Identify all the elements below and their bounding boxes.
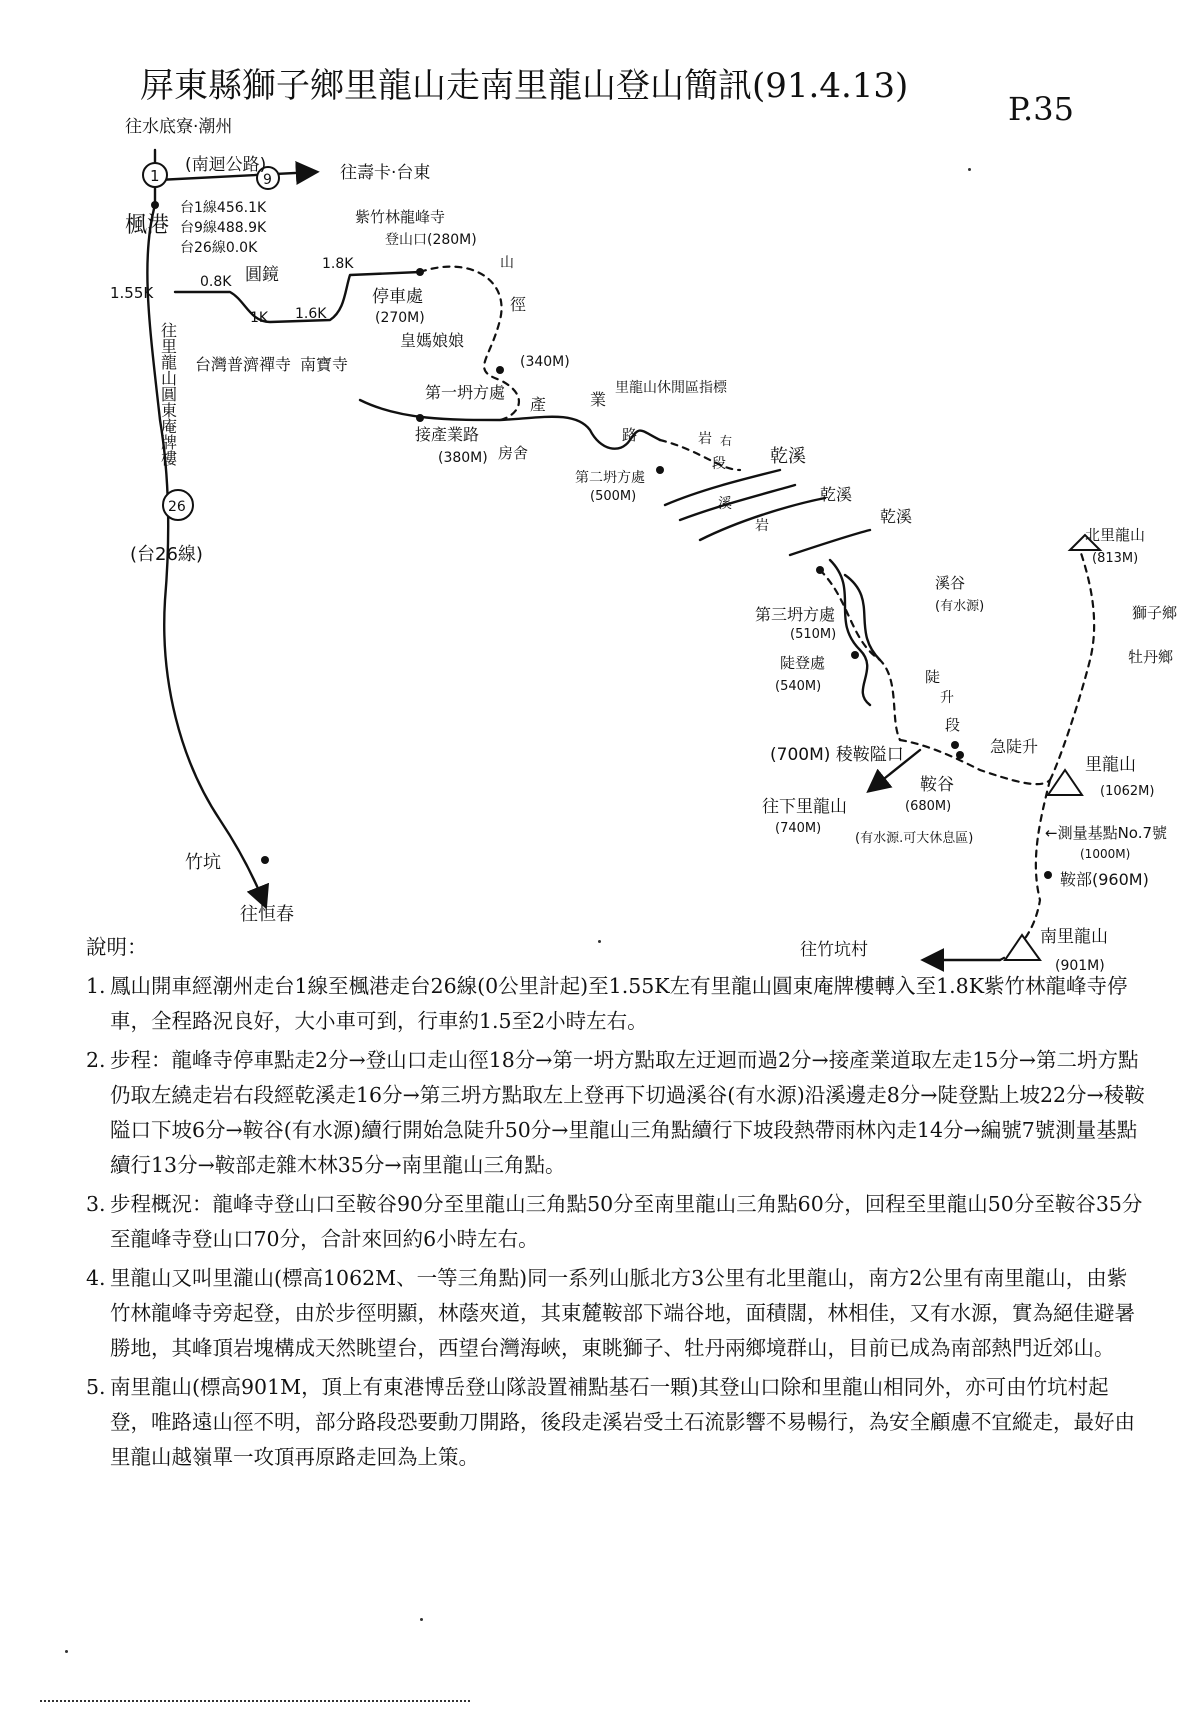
trail-3 <box>820 570 900 740</box>
notes-section <box>86 930 1146 1479</box>
label-duan2: 段 <box>945 716 961 734</box>
label-alt270: (270M) <box>375 310 425 326</box>
note-number: 2. <box>86 1048 106 1072</box>
dry-creek-3 <box>790 530 870 555</box>
valley-switchback-2 <box>845 575 880 660</box>
label-alt500: (500M) <box>590 489 637 504</box>
route-9-number: 9 <box>263 172 272 188</box>
route-26-number: 26 <box>168 499 186 515</box>
notes-title: 說明： <box>86 935 148 959</box>
label-third-slope: 第三坍方處 <box>755 605 836 624</box>
note-item <box>86 1261 1146 1366</box>
label-alt380: (380M) <box>438 450 488 466</box>
label-ridge-saddle: (700M) 稜鞍隘口 <box>770 745 904 765</box>
label-survey: ←測量基點No.7號 <box>1045 824 1168 842</box>
label-puji: 台灣普濟禪寺 <box>195 355 292 374</box>
route-1-number: 1 <box>150 167 160 185</box>
page-number: P.35 <box>1008 90 1074 128</box>
dry-creek-1b <box>680 485 795 520</box>
label-first-slope: 第一坍方處 <box>425 383 506 402</box>
scan-speck <box>420 1618 423 1621</box>
note-text: 步程概況：龍峰寺登山口至鞍谷90分至里龍山三角點50分至南里龍山三角點60分，回程至里龍山50分至鞍谷35分至龍峰寺登山口70分，合計來回約6小時左右。 <box>110 1192 1143 1251</box>
note-number: 4. <box>86 1266 106 1290</box>
label-km-3: 台26線0.0K <box>180 240 258 256</box>
label-km-2: 台9線488.9K <box>180 220 267 236</box>
label-south-link: (南迴公路) <box>185 155 267 175</box>
industry-road <box>360 400 660 449</box>
label-alt540: (540M) <box>775 679 822 694</box>
scan-speck <box>65 1650 68 1653</box>
label-zhukeng: 竹坑 <box>185 852 221 873</box>
label-mudan: 牡丹鄉 <box>1128 648 1174 666</box>
label-saddle-valley: 鞍谷 <box>920 775 954 795</box>
label-duan: 段 <box>712 456 726 472</box>
scan-speck <box>598 940 601 943</box>
label-rest-sign: 里龍山休閒區指標 <box>615 380 727 396</box>
label-bei-lilong: 北里龍山 <box>1085 526 1146 544</box>
label-circle-temple: 圓鏡 <box>245 265 279 285</box>
label-km18: 1.8K <box>322 256 354 272</box>
trail-5 <box>1050 550 1094 780</box>
label-route-26: (台26線) <box>130 544 203 565</box>
label-dry-creek-3: 乾溪 <box>880 507 913 526</box>
label-nan-lilong: 南里龍山 <box>1040 927 1108 947</box>
label-dry-creek-1: 乾溪 <box>770 446 806 467</box>
label-km16: 1.6K <box>295 306 327 322</box>
label-lilong-gate: 往里龍山圓東庵牌樓 <box>158 322 178 466</box>
label-trailhead: 登山口(280M) <box>385 232 477 248</box>
label-zizhulin: 紫竹林龍峰寺 <box>355 208 446 226</box>
label-alt901: (901M) <box>1055 958 1105 974</box>
label-industry-junction: 接產業路 <box>415 425 480 444</box>
label-xi: 溪 <box>718 496 732 512</box>
label-lu: 路 <box>622 426 638 444</box>
note-item <box>86 969 1146 1039</box>
label-second-slope: 第二坍方處 <box>575 470 645 486</box>
label-top-dest: 往水底寮‧潮州 <box>125 117 233 137</box>
note-text: 步程：龍峰寺停車點走2分→登山口走山徑18分→第一坍方點取左迂迴而過2分→接產業道取左走15分→第二坍方點仍取左繞走岩右段經乾溪走16分→第三坍方點取左上登再下切過溪谷(有水源)沿溪邊走8分→陡登點上坡22分→稜鞍隘口下坡6分→鞍谷(有水源)續行開始急陡升50分→里龍山三角點續行下坡段熱帶雨林內走14分→編號7號測量基點續行13分→鞍部走雜木林35分→南里龍山三角點。 <box>110 1048 1145 1177</box>
note-item <box>86 1187 1146 1257</box>
scan-speck <box>968 168 971 171</box>
label-dou: 陡 <box>925 668 941 686</box>
label-you: 右 <box>720 434 733 448</box>
label-alt680: (680M) <box>905 799 952 814</box>
label-km-1: 台1線456.1K <box>180 200 267 216</box>
label-fenggang: 楓港 <box>125 213 170 238</box>
scan-edge-line <box>40 1700 470 1702</box>
label-saddle-part: 鞍部(960M) <box>1060 870 1149 889</box>
label-to-zhukeng: 往竹坑村 <box>800 940 868 960</box>
label-water: (有水源) <box>935 599 985 614</box>
label-to-hengchun: 往恒春 <box>240 904 294 925</box>
note-item <box>86 1370 1146 1475</box>
label-nanbao: 南寶寺 <box>300 355 349 374</box>
label-parking: 停車處 <box>372 287 423 307</box>
label-shizi: 獅子鄉 <box>1132 604 1178 622</box>
label-saddle-note: (有水源.可大休息區) <box>855 831 974 846</box>
label-yan2: 岩 <box>755 518 769 534</box>
label-ye: 業 <box>590 390 607 409</box>
note-text: 里龍山又叫里瀧山(標高1062M、一等三角點)同一系列山脈北方3公里有北里龍山，南方2公里有南里龍山，由紫竹林龍峰寺旁起登，由於步徑明顯，林蔭夾道，其東麓鞍部下端谷地，面積闊，林相佳，又有水源，實為絕佳避暑勝地，其峰頂岩塊構成天然眺望台，西望台灣海峽，東眺獅子、牡丹兩鄉境群山，目前已成為南部熱門近郊山。 <box>110 1266 1135 1360</box>
note-text: 鳳山開車經潮州走台1線至楓港走台26線(0公里計起)至1.55K左有里龍山圓東庵牌樓轉入至1.8K紫竹林龍峰寺停車，全程路況良好，大小車可到，行車約1.5至2小時左右。 <box>110 974 1128 1033</box>
label-creek-valley: 溪谷 <box>935 574 966 592</box>
label-alt740: (740M) <box>775 821 822 836</box>
label-chan: 產 <box>530 395 547 414</box>
label-alt1062: (1062M) <box>1100 784 1155 799</box>
page-title: 屏東縣獅子鄉里龍山走南里龍山登山簡訊(91.4.13) <box>140 66 909 106</box>
label-to-nanlilong: 往下里龍山 <box>762 797 847 817</box>
label-house: 房舍 <box>498 444 529 462</box>
label-lilong: 里龍山 <box>1085 755 1136 775</box>
label-km08: 0.8K <box>200 274 232 290</box>
label-alt510: (510M) <box>790 627 837 642</box>
label-km155: 1.55K <box>110 284 154 302</box>
label-jing: 徑 <box>510 295 527 314</box>
label-dry-creek-2: 乾溪 <box>820 485 853 504</box>
label-steep: 陡登處 <box>780 654 826 672</box>
label-to-shouka: 往壽卡‧台東 <box>340 163 431 183</box>
label-alt813: (813M) <box>1092 551 1139 566</box>
label-rapid-steep: 急陡升 <box>990 737 1039 756</box>
note-text: 南里龍山(標高901M，頂上有東港博岳登山隊設置補點基石一顆)其登山口除和里龍山相同外，亦可由竹坑村起登，唯路遠山徑不明，部分路段恐要動刀開路，後段走溪岩受土石流影響不易暢行，為安全顧慮不宜縱走，最好由里龍山越嶺單一攻頂再原路走回為上策。 <box>110 1375 1135 1469</box>
note-number: 1. <box>86 974 106 998</box>
note-number: 5. <box>86 1375 106 1399</box>
label-huangma: 皇媽娘娘 <box>400 331 465 350</box>
label-sheng: 升 <box>940 690 954 706</box>
label-alt1000: (1000M) <box>1080 847 1131 861</box>
note-number: 3. <box>86 1192 106 1216</box>
label-yan: 岩 <box>698 431 712 447</box>
label-km1: 1K <box>250 310 269 326</box>
label-shan: 山 <box>500 255 514 271</box>
label-alt340: (340M) <box>520 354 570 370</box>
note-item <box>86 1043 1146 1183</box>
